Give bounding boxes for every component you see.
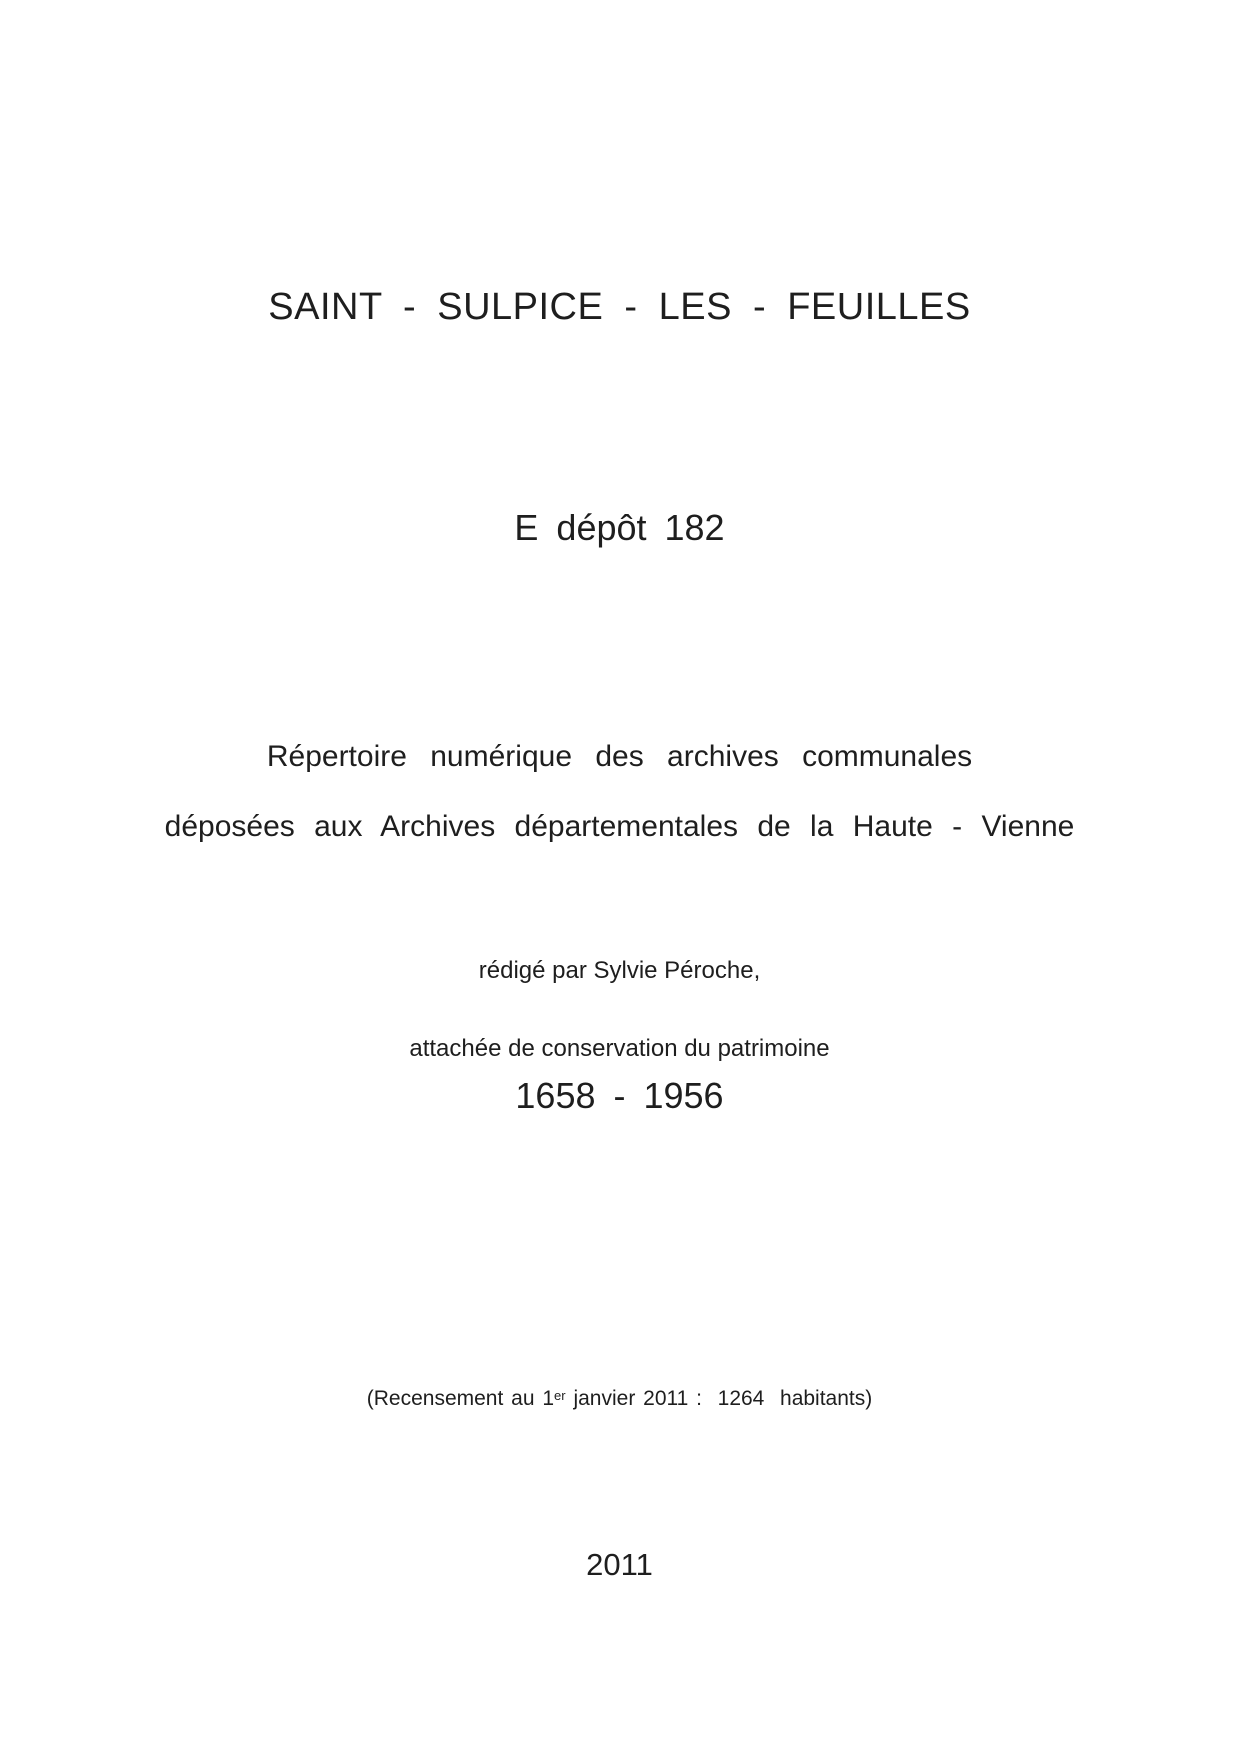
census-superscript: er bbox=[554, 1388, 566, 1403]
date-range: 1658 - 1956 bbox=[515, 1075, 724, 1116]
subtitle-line-2: déposées aux Archives départementales de la Haute - Vienne bbox=[164, 810, 1075, 843]
census-prefix: (Recensement au 1 bbox=[366, 1386, 555, 1410]
commune-title: SAINT - SULPICE - LES - FEUILLES bbox=[268, 286, 971, 328]
archive-reference: E dépôt 182 bbox=[514, 507, 725, 548]
author-line-2: attachée de conservation du patrimoine bbox=[409, 1035, 830, 1062]
publication-year: 2011 bbox=[586, 1547, 653, 1582]
subtitle-line-1: Répertoire numérique des archives communales bbox=[266, 740, 973, 773]
census-note bbox=[0, 1385, 1239, 1409]
author-line-1: rédigé par Sylvie Péroche, bbox=[478, 957, 761, 984]
census-suffix: janvier 2011 : 1264 habitants) bbox=[565, 1386, 873, 1410]
